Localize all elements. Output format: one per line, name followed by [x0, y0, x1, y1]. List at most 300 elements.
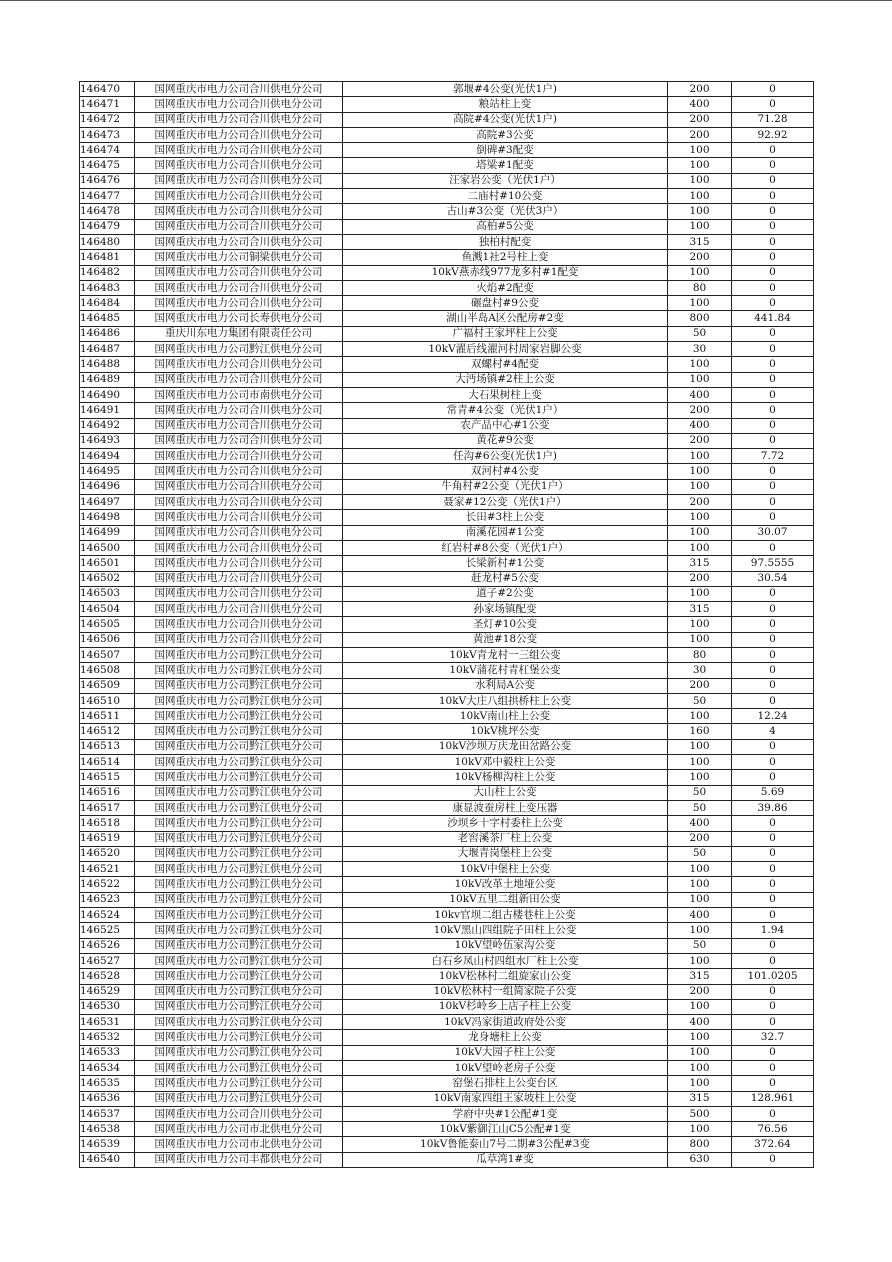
capacity-cell: 100: [668, 540, 732, 555]
capacity-cell: 100: [668, 755, 732, 770]
value-cell: 0: [732, 816, 814, 831]
table-row: [80, 800, 814, 815]
capacity-cell: 100: [668, 449, 732, 464]
table-row: [80, 831, 814, 846]
capacity-cell: 80: [668, 280, 732, 295]
company-name-cell: 国网重庆市电力公司合川供电分公司: [135, 586, 343, 601]
value-cell: 372.64: [732, 1137, 814, 1152]
row-id-cell: 146523: [80, 892, 135, 907]
company-name-cell: 国网重庆市电力公司合川供电分公司: [135, 265, 343, 280]
value-cell: 0: [732, 342, 814, 357]
capacity-cell: 100: [668, 296, 732, 311]
value-cell: 0: [732, 418, 814, 433]
row-id-cell: 146534: [80, 1061, 135, 1076]
capacity-cell: 400: [668, 816, 732, 831]
value-cell: 0: [732, 433, 814, 448]
value-cell: 1.94: [732, 923, 814, 938]
transformer-name-cell: 汪家岩公变（光伏1户）: [343, 173, 668, 188]
transformer-name-cell: 双河村#4公变: [343, 464, 668, 479]
row-id-cell: 146539: [80, 1137, 135, 1152]
table-row: [80, 1076, 814, 1091]
transformer-name-cell: 10kV杨柳沟柱上公变: [343, 770, 668, 785]
transformer-name-cell: 粮站柱上变: [343, 97, 668, 112]
capacity-cell: 200: [668, 571, 732, 586]
table-row: [80, 755, 814, 770]
capacity-cell: 200: [668, 984, 732, 999]
company-name-cell: 国网重庆市电力公司黔江供电分公司: [135, 892, 343, 907]
company-name-cell: 国网重庆市电力公司黔江供电分公司: [135, 755, 343, 770]
capacity-cell: 100: [668, 204, 732, 219]
table-row: [80, 495, 814, 510]
transformer-name-cell: 10kV松林村一组简家院子公变: [343, 984, 668, 999]
transformer-name-cell: 农产品中心#1公变: [343, 418, 668, 433]
capacity-cell: 200: [668, 112, 732, 127]
table-row: [80, 846, 814, 861]
capacity-cell: 315: [668, 234, 732, 249]
company-name-cell: 国网重庆市电力公司黔江供电分公司: [135, 1030, 343, 1045]
capacity-cell: 200: [668, 678, 732, 693]
transformer-name-cell: 大沔场镇#2柱上公变: [343, 372, 668, 387]
transformer-name-cell: 10kV中堡柱上公变: [343, 862, 668, 877]
capacity-cell: 400: [668, 418, 732, 433]
row-id-cell: 146515: [80, 770, 135, 785]
transformer-name-cell: 10kV鲁能泰山7号二期#3公配#3变: [343, 1137, 668, 1152]
capacity-cell: 100: [668, 510, 732, 525]
row-id-cell: 146471: [80, 97, 135, 112]
row-id-cell: 146472: [80, 112, 135, 127]
transformer-name-cell: 康显波蚕房柱上变压器: [343, 800, 668, 815]
company-name-cell: 国网重庆市电力公司合川供电分公司: [135, 143, 343, 158]
company-name-cell: 国网重庆市电力公司合川供电分公司: [135, 403, 343, 418]
transformer-name-cell: 高院#3公变: [343, 127, 668, 142]
company-name-cell: 国网重庆市电力公司黔江供电分公司: [135, 846, 343, 861]
capacity-cell: 100: [668, 1122, 732, 1137]
row-id-cell: 146510: [80, 693, 135, 708]
company-name-cell: 国网重庆市电力公司铜梁供电分公司: [135, 250, 343, 265]
company-name-cell: 国网重庆市电力公司合川供电分公司: [135, 602, 343, 617]
table-row: [80, 112, 814, 127]
transformer-table: [79, 81, 814, 1168]
capacity-cell: 100: [668, 1045, 732, 1060]
company-name-cell: 国网重庆市电力公司黔江供电分公司: [135, 709, 343, 724]
value-cell: 0: [732, 617, 814, 632]
page-top-rule: [0, 0, 892, 1]
value-cell: 0: [732, 999, 814, 1014]
capacity-cell: 100: [668, 265, 732, 280]
table-row: [80, 433, 814, 448]
row-id-cell: 146493: [80, 433, 135, 448]
row-id-cell: 146505: [80, 617, 135, 632]
row-id-cell: 146528: [80, 969, 135, 984]
company-name-cell: 国网重庆市电力公司合川供电分公司: [135, 571, 343, 586]
capacity-cell: 30: [668, 342, 732, 357]
table-row: [80, 173, 814, 188]
capacity-cell: 80: [668, 647, 732, 662]
company-name-cell: 国网重庆市电力公司合川供电分公司: [135, 540, 343, 555]
company-name-cell: 国网重庆市电力公司合川供电分公司: [135, 556, 343, 571]
value-cell: 0: [732, 357, 814, 372]
row-id-cell: 146501: [80, 556, 135, 571]
table-row: [80, 1061, 814, 1076]
company-name-cell: 国网重庆市电力公司合川供电分公司: [135, 464, 343, 479]
row-id-cell: 146482: [80, 265, 135, 280]
row-id-cell: 146502: [80, 571, 135, 586]
company-name-cell: 国网重庆市电力公司合川供电分公司: [135, 234, 343, 249]
value-cell: 4: [732, 724, 814, 739]
transformer-name-cell: 10kV濯后线濯河村周家岩脚公变: [343, 342, 668, 357]
table-row: [80, 556, 814, 571]
company-name-cell: 国网重庆市电力公司合川供电分公司: [135, 204, 343, 219]
capacity-cell: 100: [668, 189, 732, 204]
table-row: [80, 464, 814, 479]
table-row: [80, 219, 814, 234]
table-row: [80, 724, 814, 739]
value-cell: 12.24: [732, 709, 814, 724]
capacity-cell: 100: [668, 219, 732, 234]
table-row: [80, 525, 814, 540]
value-cell: 39.86: [732, 800, 814, 815]
company-name-cell: 国网重庆市电力公司合川供电分公司: [135, 112, 343, 127]
company-name-cell: 国网重庆市电力公司合川供电分公司: [135, 510, 343, 525]
table-row: [80, 418, 814, 433]
table-row: [80, 387, 814, 402]
capacity-cell: 400: [668, 1015, 732, 1030]
table-row: [80, 158, 814, 173]
row-id-cell: 146504: [80, 602, 135, 617]
transformer-name-cell: 10kV紫御江山C5公配#1变: [343, 1122, 668, 1137]
transformer-name-cell: 孙家场镇配变: [343, 602, 668, 617]
company-name-cell: 国网重庆市电力公司合川供电分公司: [135, 617, 343, 632]
table-row: [80, 816, 814, 831]
value-cell: 441.84: [732, 311, 814, 326]
company-name-cell: 国网重庆市电力公司黔江供电分公司: [135, 908, 343, 923]
transformer-name-cell: 湖山半岛A区公配房#2变: [343, 311, 668, 326]
value-cell: 101.0205: [732, 969, 814, 984]
table-body: [80, 82, 814, 1168]
company-name-cell: 国网重庆市电力公司黔江供电分公司: [135, 647, 343, 662]
company-name-cell: 国网重庆市电力公司合川供电分公司: [135, 479, 343, 494]
capacity-cell: 50: [668, 326, 732, 341]
value-cell: 0: [732, 632, 814, 647]
row-id-cell: 146470: [80, 82, 135, 97]
transformer-name-cell: 白石乡凤山村四组水厂柱上公变: [343, 953, 668, 968]
value-cell: 0: [732, 1061, 814, 1076]
value-cell: 0: [732, 1106, 814, 1121]
row-id-cell: 146526: [80, 938, 135, 953]
table-row: [80, 127, 814, 142]
transformer-name-cell: 大石果树柱上变: [343, 387, 668, 402]
row-id-cell: 146494: [80, 449, 135, 464]
value-cell: 0: [732, 647, 814, 662]
company-name-cell: 国网重庆市电力公司合川供电分公司: [135, 158, 343, 173]
row-id-cell: 146519: [80, 831, 135, 846]
value-cell: 0: [732, 602, 814, 617]
transformer-name-cell: 10kV黑山四组院子田柱上公变: [343, 923, 668, 938]
table-row: [80, 296, 814, 311]
row-id-cell: 146499: [80, 525, 135, 540]
value-cell: 0: [732, 831, 814, 846]
value-cell: 0: [732, 250, 814, 265]
company-name-cell: 国网重庆市电力公司黔江供电分公司: [135, 816, 343, 831]
company-name-cell: 国网重庆市电力公司合川供电分公司: [135, 173, 343, 188]
capacity-cell: 100: [668, 632, 732, 647]
row-id-cell: 146484: [80, 296, 135, 311]
value-cell: 0: [732, 693, 814, 708]
row-id-cell: 146496: [80, 479, 135, 494]
transformer-name-cell: 二庙村#10公变: [343, 189, 668, 204]
company-name-cell: 重庆川东电力集团有限责任公司: [135, 326, 343, 341]
company-name-cell: 国网重庆市电力公司黔江供电分公司: [135, 1061, 343, 1076]
table-row: [80, 586, 814, 601]
capacity-cell: 200: [668, 495, 732, 510]
company-name-cell: 国网重庆市电力公司黔江供电分公司: [135, 785, 343, 800]
capacity-cell: 50: [668, 846, 732, 861]
transformer-name-cell: 10kV冯家街道政府处公变: [343, 1015, 668, 1030]
table-row: [80, 403, 814, 418]
transformer-name-cell: 黄花#9公变: [343, 433, 668, 448]
row-id-cell: 146497: [80, 495, 135, 510]
value-cell: 30.54: [732, 571, 814, 586]
table-row: [80, 326, 814, 341]
transformer-name-cell: 龙身塘柱上公变: [343, 1030, 668, 1045]
transformer-name-cell: 常青#4公变（光伏1户）: [343, 403, 668, 418]
row-id-cell: 146536: [80, 1091, 135, 1106]
company-name-cell: 国网重庆市电力公司黔江供电分公司: [135, 1045, 343, 1060]
transformer-name-cell: 长梁新村#1公变: [343, 556, 668, 571]
transformer-name-cell: 10kV望岭老房子公变: [343, 1061, 668, 1076]
value-cell: 0: [732, 173, 814, 188]
transformer-name-cell: 道子#2公变: [343, 586, 668, 601]
row-id-cell: 146474: [80, 143, 135, 158]
capacity-cell: 400: [668, 387, 732, 402]
row-id-cell: 146511: [80, 709, 135, 724]
table-row: [80, 189, 814, 204]
row-id-cell: 146498: [80, 510, 135, 525]
company-name-cell: 国网重庆市电力公司黔江供电分公司: [135, 969, 343, 984]
table-row: [80, 143, 814, 158]
transformer-name-cell: 10kV桃坪公变: [343, 724, 668, 739]
value-cell: 71.28: [732, 112, 814, 127]
transformer-name-cell: 大堰青岗堡柱上公变: [343, 846, 668, 861]
transformer-name-cell: 10kv官坝二组古楼巷柱上公变: [343, 908, 668, 923]
company-name-cell: 国网重庆市电力公司黔江供电分公司: [135, 693, 343, 708]
table-row: [80, 862, 814, 877]
table-row: [80, 82, 814, 97]
capacity-cell: 400: [668, 908, 732, 923]
capacity-cell: 400: [668, 97, 732, 112]
value-cell: 0: [732, 739, 814, 754]
value-cell: 0: [732, 908, 814, 923]
value-cell: 0: [732, 846, 814, 861]
row-id-cell: 146475: [80, 158, 135, 173]
capacity-cell: 800: [668, 1137, 732, 1152]
table-row: [80, 1045, 814, 1060]
transformer-name-cell: 10kV燕赤线977龙多村#1配变: [343, 265, 668, 280]
transformer-name-cell: 高柏#5公变: [343, 219, 668, 234]
value-cell: 0: [732, 984, 814, 999]
row-id-cell: 146533: [80, 1045, 135, 1060]
company-name-cell: 国网重庆市电力公司黔江供电分公司: [135, 739, 343, 754]
company-name-cell: 国网重庆市电力公司黔江供电分公司: [135, 1091, 343, 1106]
value-cell: 97.5555: [732, 556, 814, 571]
value-cell: 0: [732, 678, 814, 693]
transformer-name-cell: 黄池#18公变: [343, 632, 668, 647]
company-name-cell: 国网重庆市电力公司黔江供电分公司: [135, 984, 343, 999]
row-id-cell: 146530: [80, 999, 135, 1014]
row-id-cell: 146486: [80, 326, 135, 341]
value-cell: 0: [732, 82, 814, 97]
capacity-cell: 200: [668, 831, 732, 846]
capacity-cell: 100: [668, 877, 732, 892]
table-row: [80, 678, 814, 693]
value-cell: 0: [732, 204, 814, 219]
row-id-cell: 146513: [80, 739, 135, 754]
transformer-name-cell: 古山#3公变（光伏3户）: [343, 204, 668, 219]
row-id-cell: 146500: [80, 540, 135, 555]
company-name-cell: 国网重庆市电力公司合川供电分公司: [135, 357, 343, 372]
transformer-name-cell: 双螺村#4配变: [343, 357, 668, 372]
row-id-cell: 146538: [80, 1122, 135, 1137]
table-row: [80, 1091, 814, 1106]
company-name-cell: 国网重庆市电力公司合川供电分公司: [135, 189, 343, 204]
row-id-cell: 146509: [80, 678, 135, 693]
company-name-cell: 国网重庆市电力公司合川供电分公司: [135, 1106, 343, 1121]
row-id-cell: 146492: [80, 418, 135, 433]
table-row: [80, 571, 814, 586]
capacity-cell: 100: [668, 770, 732, 785]
capacity-cell: 800: [668, 311, 732, 326]
transformer-name-cell: 学府中央#1公配#1变: [343, 1106, 668, 1121]
table-row: [80, 693, 814, 708]
table-row: [80, 342, 814, 357]
value-cell: 76.56: [732, 1122, 814, 1137]
company-name-cell: 国网重庆市电力公司黔江供电分公司: [135, 342, 343, 357]
value-cell: 0: [732, 877, 814, 892]
company-name-cell: 国网重庆市电力公司合川供电分公司: [135, 372, 343, 387]
capacity-cell: 100: [668, 173, 732, 188]
table-row: [80, 204, 814, 219]
capacity-cell: 100: [668, 999, 732, 1014]
row-id-cell: 146476: [80, 173, 135, 188]
transformer-name-cell: 塔梁#1配变: [343, 158, 668, 173]
row-id-cell: 146522: [80, 877, 135, 892]
table-row: [80, 1030, 814, 1045]
transformer-name-cell: 鱼溅1社2号柱上变: [343, 250, 668, 265]
capacity-cell: 315: [668, 1091, 732, 1106]
table-row: [80, 234, 814, 249]
transformer-name-cell: 10kV青龙村一三组公变: [343, 647, 668, 662]
transformer-name-cell: 10kV南山柱上公变: [343, 709, 668, 724]
capacity-cell: 100: [668, 1030, 732, 1045]
capacity-cell: 100: [668, 479, 732, 494]
row-id-cell: 146489: [80, 372, 135, 387]
company-name-cell: 国网重庆市电力公司合川供电分公司: [135, 525, 343, 540]
transformer-name-cell: 任沟#6公变(光伏1户): [343, 449, 668, 464]
capacity-cell: 50: [668, 938, 732, 953]
transformer-name-cell: 长田#3柱上公变: [343, 510, 668, 525]
value-cell: 0: [732, 265, 814, 280]
transformer-name-cell: 10kV蒲花村青杠堡公变: [343, 663, 668, 678]
table-row: [80, 877, 814, 892]
company-name-cell: 国网重庆市电力公司市南供电分公司: [135, 387, 343, 402]
company-name-cell: 国网重庆市电力公司合川供电分公司: [135, 495, 343, 510]
row-id-cell: 146527: [80, 953, 135, 968]
table-row: [80, 97, 814, 112]
capacity-cell: 50: [668, 693, 732, 708]
transformer-name-cell: 聂家#12公变（光伏1户）: [343, 495, 668, 510]
value-cell: 0: [732, 953, 814, 968]
row-id-cell: 146514: [80, 755, 135, 770]
row-id-cell: 146535: [80, 1076, 135, 1091]
company-name-cell: 国网重庆市电力公司黔江供电分公司: [135, 938, 343, 953]
transformer-name-cell: 窑堡石排柱上公变台区: [343, 1076, 668, 1091]
capacity-cell: 100: [668, 923, 732, 938]
transformer-name-cell: 10kV杉岭乡上店子柱上公变: [343, 999, 668, 1014]
table-row: [80, 770, 814, 785]
table-row: [80, 785, 814, 800]
value-cell: 0: [732, 234, 814, 249]
company-name-cell: 国网重庆市电力公司市北供电分公司: [135, 1137, 343, 1152]
row-id-cell: 146529: [80, 984, 135, 999]
value-cell: 0: [732, 387, 814, 402]
capacity-cell: 200: [668, 433, 732, 448]
capacity-cell: 100: [668, 143, 732, 158]
value-cell: 0: [732, 586, 814, 601]
row-id-cell: 146532: [80, 1030, 135, 1045]
transformer-name-cell: 10kV邓中毅柱上公变: [343, 755, 668, 770]
company-name-cell: 国网重庆市电力公司黔江供电分公司: [135, 953, 343, 968]
row-id-cell: 146512: [80, 724, 135, 739]
capacity-cell: 200: [668, 403, 732, 418]
capacity-cell: 315: [668, 556, 732, 571]
transformer-name-cell: 老窖溪茶厂柱上公变: [343, 831, 668, 846]
value-cell: 0: [732, 326, 814, 341]
row-id-cell: 146531: [80, 1015, 135, 1030]
row-id-cell: 146480: [80, 234, 135, 249]
capacity-cell: 100: [668, 709, 732, 724]
transformer-name-cell: 10kV改革土地垭公变: [343, 877, 668, 892]
table-row: [80, 663, 814, 678]
capacity-cell: 100: [668, 586, 732, 601]
table-row: [80, 357, 814, 372]
row-id-cell: 146524: [80, 908, 135, 923]
table-row: [80, 632, 814, 647]
value-cell: 0: [732, 755, 814, 770]
table-row: [80, 709, 814, 724]
transformer-name-cell: 10kV大园子柱上公变: [343, 1045, 668, 1060]
capacity-cell: 100: [668, 739, 732, 754]
company-name-cell: 国网重庆市电力公司黔江供电分公司: [135, 724, 343, 739]
company-name-cell: 国网重庆市电力公司合川供电分公司: [135, 97, 343, 112]
table-row: [80, 892, 814, 907]
capacity-cell: 500: [668, 1106, 732, 1121]
capacity-cell: 100: [668, 617, 732, 632]
row-id-cell: 146479: [80, 219, 135, 234]
company-name-cell: 国网重庆市电力公司合川供电分公司: [135, 219, 343, 234]
value-cell: 0: [732, 479, 814, 494]
value-cell: 0: [732, 510, 814, 525]
row-id-cell: 146517: [80, 800, 135, 815]
row-id-cell: 146525: [80, 923, 135, 938]
company-name-cell: 国网重庆市电力公司黔江供电分公司: [135, 800, 343, 815]
table-row: [80, 969, 814, 984]
company-name-cell: 国网重庆市电力公司黔江供电分公司: [135, 831, 343, 846]
company-name-cell: 国网重庆市电力公司黔江供电分公司: [135, 862, 343, 877]
value-cell: 30.07: [732, 525, 814, 540]
transformer-name-cell: 高院#4公变(光伏1户): [343, 112, 668, 127]
capacity-cell: 200: [668, 250, 732, 265]
transformer-name-cell: 大山柱上公变: [343, 785, 668, 800]
